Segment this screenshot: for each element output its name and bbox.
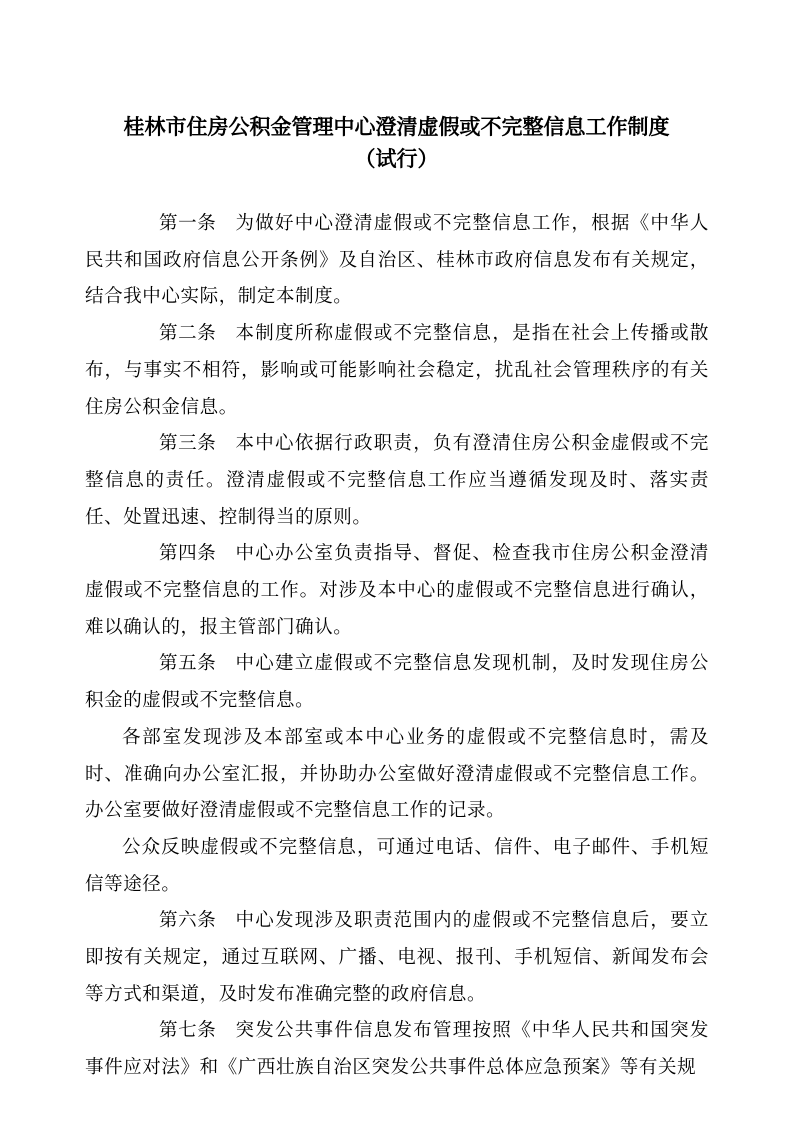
document-title: 桂林市住房公积金管理中心澄清虚假或不完整信息工作制度 bbox=[123, 115, 670, 139]
article-label: 第五条 bbox=[159, 653, 217, 675]
article-label: 第六条 bbox=[159, 910, 217, 932]
document-body bbox=[85, 206, 709, 1087]
paragraph-text: 各部室发现涉及本部室或本中心业务的虚假或不完整信息时，需及时、准确向办公室汇报，并协助办公室做好澄清虚假或不完整信息工作。办公室要做好澄清虚假或不完整信息工作的记录。 bbox=[85, 726, 709, 822]
article-label: 第三条 bbox=[159, 433, 217, 455]
article-5 bbox=[85, 646, 709, 719]
article-label: 第四条 bbox=[159, 543, 217, 565]
paragraph-text: 公众反映虚假或不完整信息，可通过电话、信件、电子邮件、手机短信等途径。 bbox=[85, 836, 709, 895]
article-2 bbox=[85, 316, 709, 426]
article-5-paragraph-2 bbox=[85, 720, 709, 830]
article-6 bbox=[85, 903, 709, 1013]
article-text: 突发公共事件信息发布管理按照《中华人民共和国突发事件应对法》和《广西壮族自治区突发公共事件总体应急预案》等有关规 bbox=[85, 1020, 709, 1079]
article-label: 第二条 bbox=[159, 323, 217, 345]
article-1 bbox=[85, 206, 709, 316]
article-text: 中心建立虚假或不完整信息发现机制，及时发现住房公积金的虚假或不完整信息。 bbox=[85, 653, 709, 712]
article-4 bbox=[85, 536, 709, 646]
document-subtitle: （试行） bbox=[354, 147, 439, 171]
article-5-paragraph-3 bbox=[85, 830, 709, 903]
article-text: 本制度所称虚假或不完整信息，是指在社会上传播或散布，与事实不相符，影响或可能影响社会稳定，扰乱社会管理秩序的有关住房公积金信息。 bbox=[85, 323, 709, 418]
article-text: 中心发现涉及职责范围内的虚假或不完整信息后，要立即按有关规定，通过互联网、广播、电视、报刊、手机短信、新闻发布会等方式和渠道，及时发布准确完整的政府信息。 bbox=[85, 910, 709, 1005]
article-text: 为做好中心澄清虚假或不完整信息工作，根据《中华人民共和国政府信息公开条例》及自治区、桂林市政府信息发布有关规定，结合我中心实际，制定本制度。 bbox=[85, 213, 709, 308]
article-7 bbox=[85, 1013, 709, 1086]
article-label: 第七条 bbox=[159, 1020, 217, 1042]
article-text: 中心办公室负责指导、督促、检查我市住房公积金澄清虚假或不完整信息的工作。对涉及本中心的虚假或不完整信息进行确认，难以确认的，报主管部门确认。 bbox=[85, 543, 709, 638]
article-3 bbox=[85, 426, 709, 536]
article-label: 第一条 bbox=[159, 213, 217, 234]
article-text: 本中心依据行政职责，负有澄清住房公积金虚假或不完整信息的责任。澄清虚假或不完整信息工作应当遵循发现及时、落实责任、处置迅速、控制得当的原则。 bbox=[85, 433, 709, 528]
